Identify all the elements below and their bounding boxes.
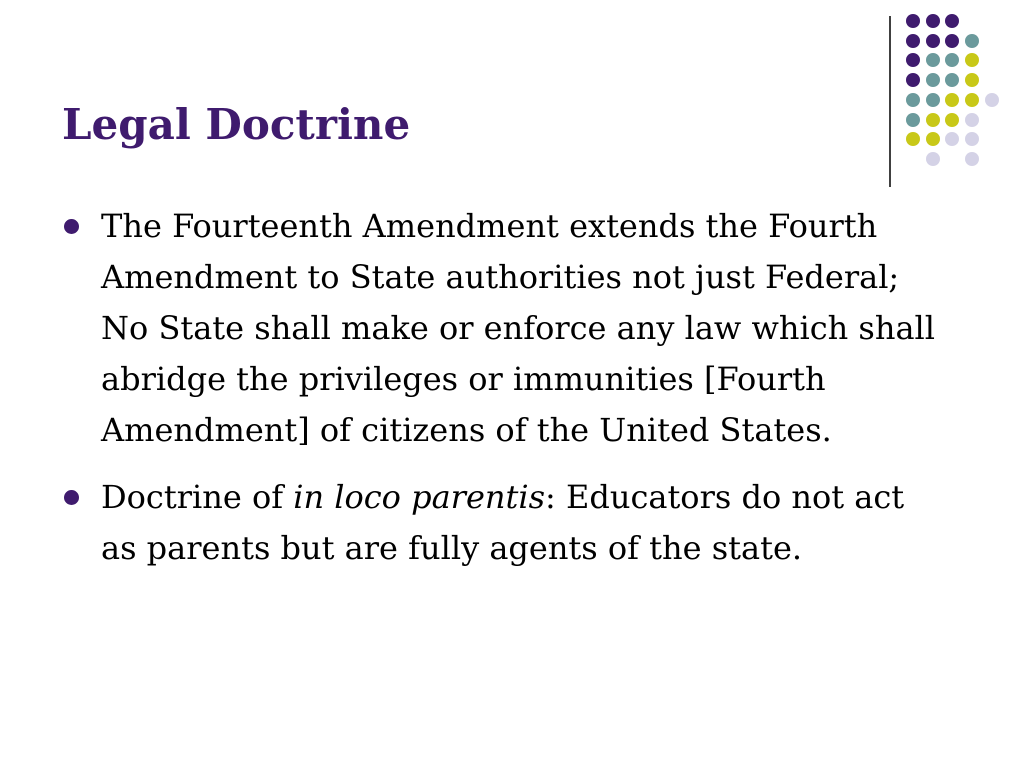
dot-grid-dot: [965, 53, 979, 67]
dot-grid-dot: [965, 34, 979, 48]
dot-grid-dot: [965, 73, 979, 87]
dot-grid-dot: [926, 14, 940, 28]
dot-grid-dot: [985, 93, 999, 107]
dot-grid-dot: [945, 34, 959, 48]
dot-grid-dot: [926, 132, 940, 146]
dot-grid-dot: [965, 152, 979, 166]
bullet-item: [62, 472, 942, 574]
dot-grid-dot: [945, 14, 959, 28]
bullet-text-suffix: : Educators do not act as parents but are fully agents of the state.: [101, 478, 905, 567]
dot-grid-dot: [965, 132, 979, 146]
dot-grid-dot: [906, 113, 920, 127]
bullet-list: [62, 201, 942, 590]
dot-grid-dot: [906, 73, 920, 87]
dot-grid-dot: [926, 34, 940, 48]
dot-grid-dot: [926, 152, 940, 166]
bullet-text: The Fourteenth Amendment extends the Fourth Amendment to State authorities not just Federal; No State shall make or enforce any law which shall abridge the privileges or immunities [Fourth Amendment] of citizens of the United States.: [101, 207, 935, 449]
bullet-text-emphasis: in loco parentis: [293, 478, 546, 516]
dot-grid-dot: [926, 113, 940, 127]
dot-grid-dot: [906, 93, 920, 107]
dot-grid-dot: [945, 93, 959, 107]
dot-grid-icon: [906, 14, 1006, 164]
dot-grid-dot: [965, 93, 979, 107]
dot-grid-dot: [945, 53, 959, 67]
dot-grid-dot: [906, 53, 920, 67]
dot-grid-dot: [906, 14, 920, 28]
bullet-dot-icon: [64, 219, 79, 234]
dot-grid-dot: [945, 113, 959, 127]
dot-grid-dot: [926, 93, 940, 107]
dot-grid-dot: [906, 34, 920, 48]
dot-grid-dot: [945, 132, 959, 146]
slide-title: Legal Doctrine: [62, 100, 411, 149]
bullet-item: [62, 201, 942, 456]
bullet-text-prefix: Doctrine of: [101, 478, 294, 516]
dot-grid-dot: [926, 53, 940, 67]
dot-grid-dot: [926, 73, 940, 87]
dot-grid-dot: [965, 113, 979, 127]
dot-grid-dot: [906, 132, 920, 146]
bullet-dot-icon: [64, 490, 79, 505]
dot-grid-dot: [945, 73, 959, 87]
title-divider: [889, 16, 891, 187]
